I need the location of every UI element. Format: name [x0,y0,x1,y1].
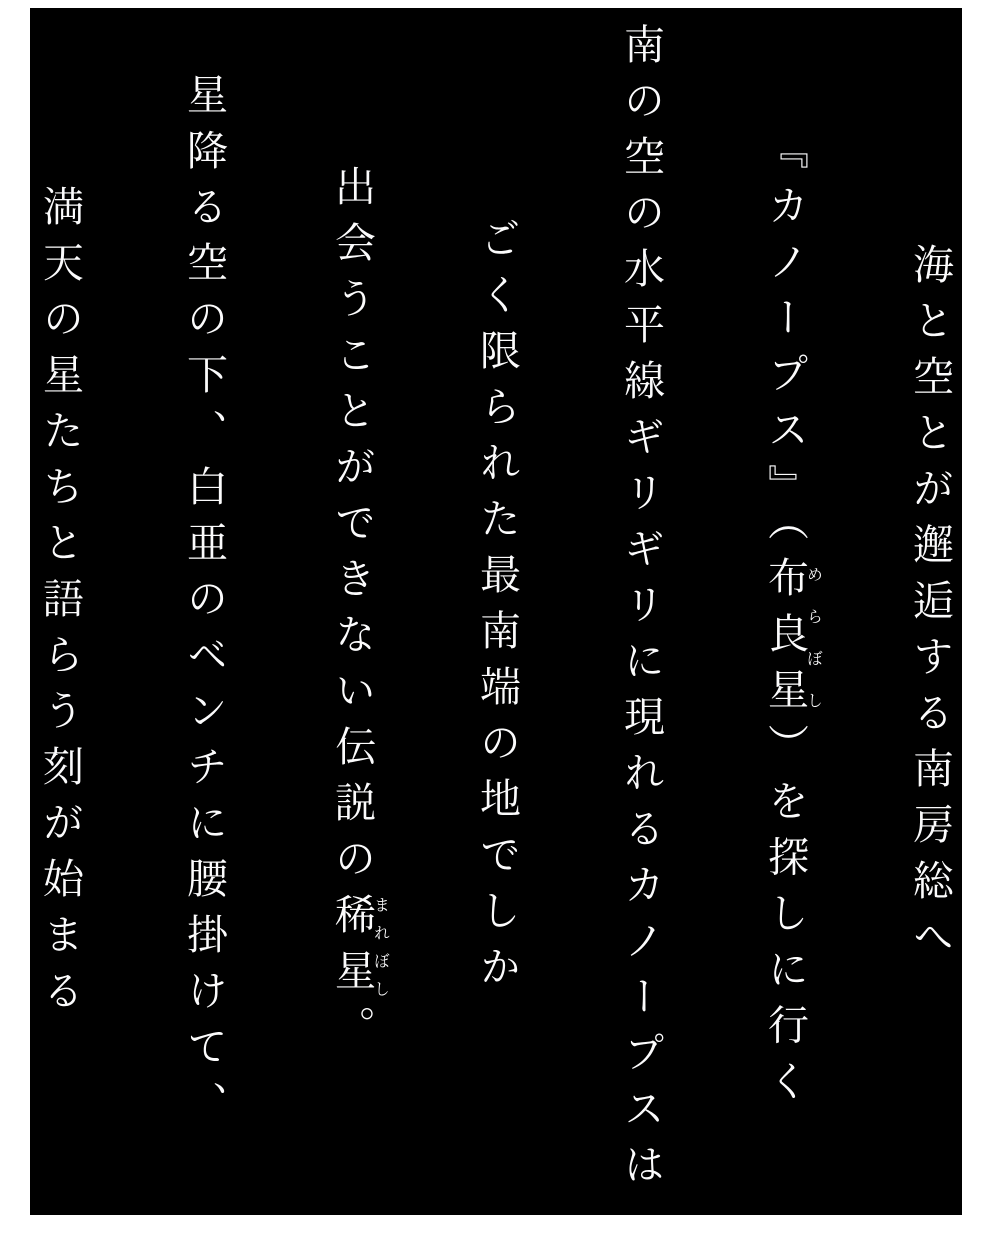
furigana-annotated-word: 布良星めらぼし [761,555,824,724]
poem-text-segment: ）を探しに行く [761,723,809,1116]
poem-text-segment: 星降る空の下、白亜のベンチに腰掛けて、 [180,73,228,1137]
poem-text-segment: 。 [328,1005,376,1061]
furigana-text: まれぼし [371,893,391,1005]
poem-text-segment: 海と空とが邂逅する南房総へ [906,243,954,971]
poem-line-1 [906,243,954,971]
poem-line-5 [328,165,391,1061]
poem-line-2 [761,128,824,1116]
poem-line-3 [617,23,665,1199]
furigana-annotated-word: 稀星まれぼし [328,893,391,1005]
poem-line-4 [473,217,521,1001]
furigana-text: めらぼし [804,555,824,724]
poem-text-segment: 出会うことができない伝説の [328,165,376,893]
poem-line-7 [36,185,84,1025]
poem-text-segment: 南の空の水平線ギリギリに現れるカノープスは [617,23,665,1199]
poem-line-6 [180,73,228,1137]
poem-text-segment: 満天の星たちと語らう刻が始まる [36,185,84,1025]
poem-text-segment: 『カノープス』（ [761,128,809,556]
poem-text-segment: ごく限られた最南端の地でしか [473,217,521,1001]
poem-panel [30,8,962,1215]
